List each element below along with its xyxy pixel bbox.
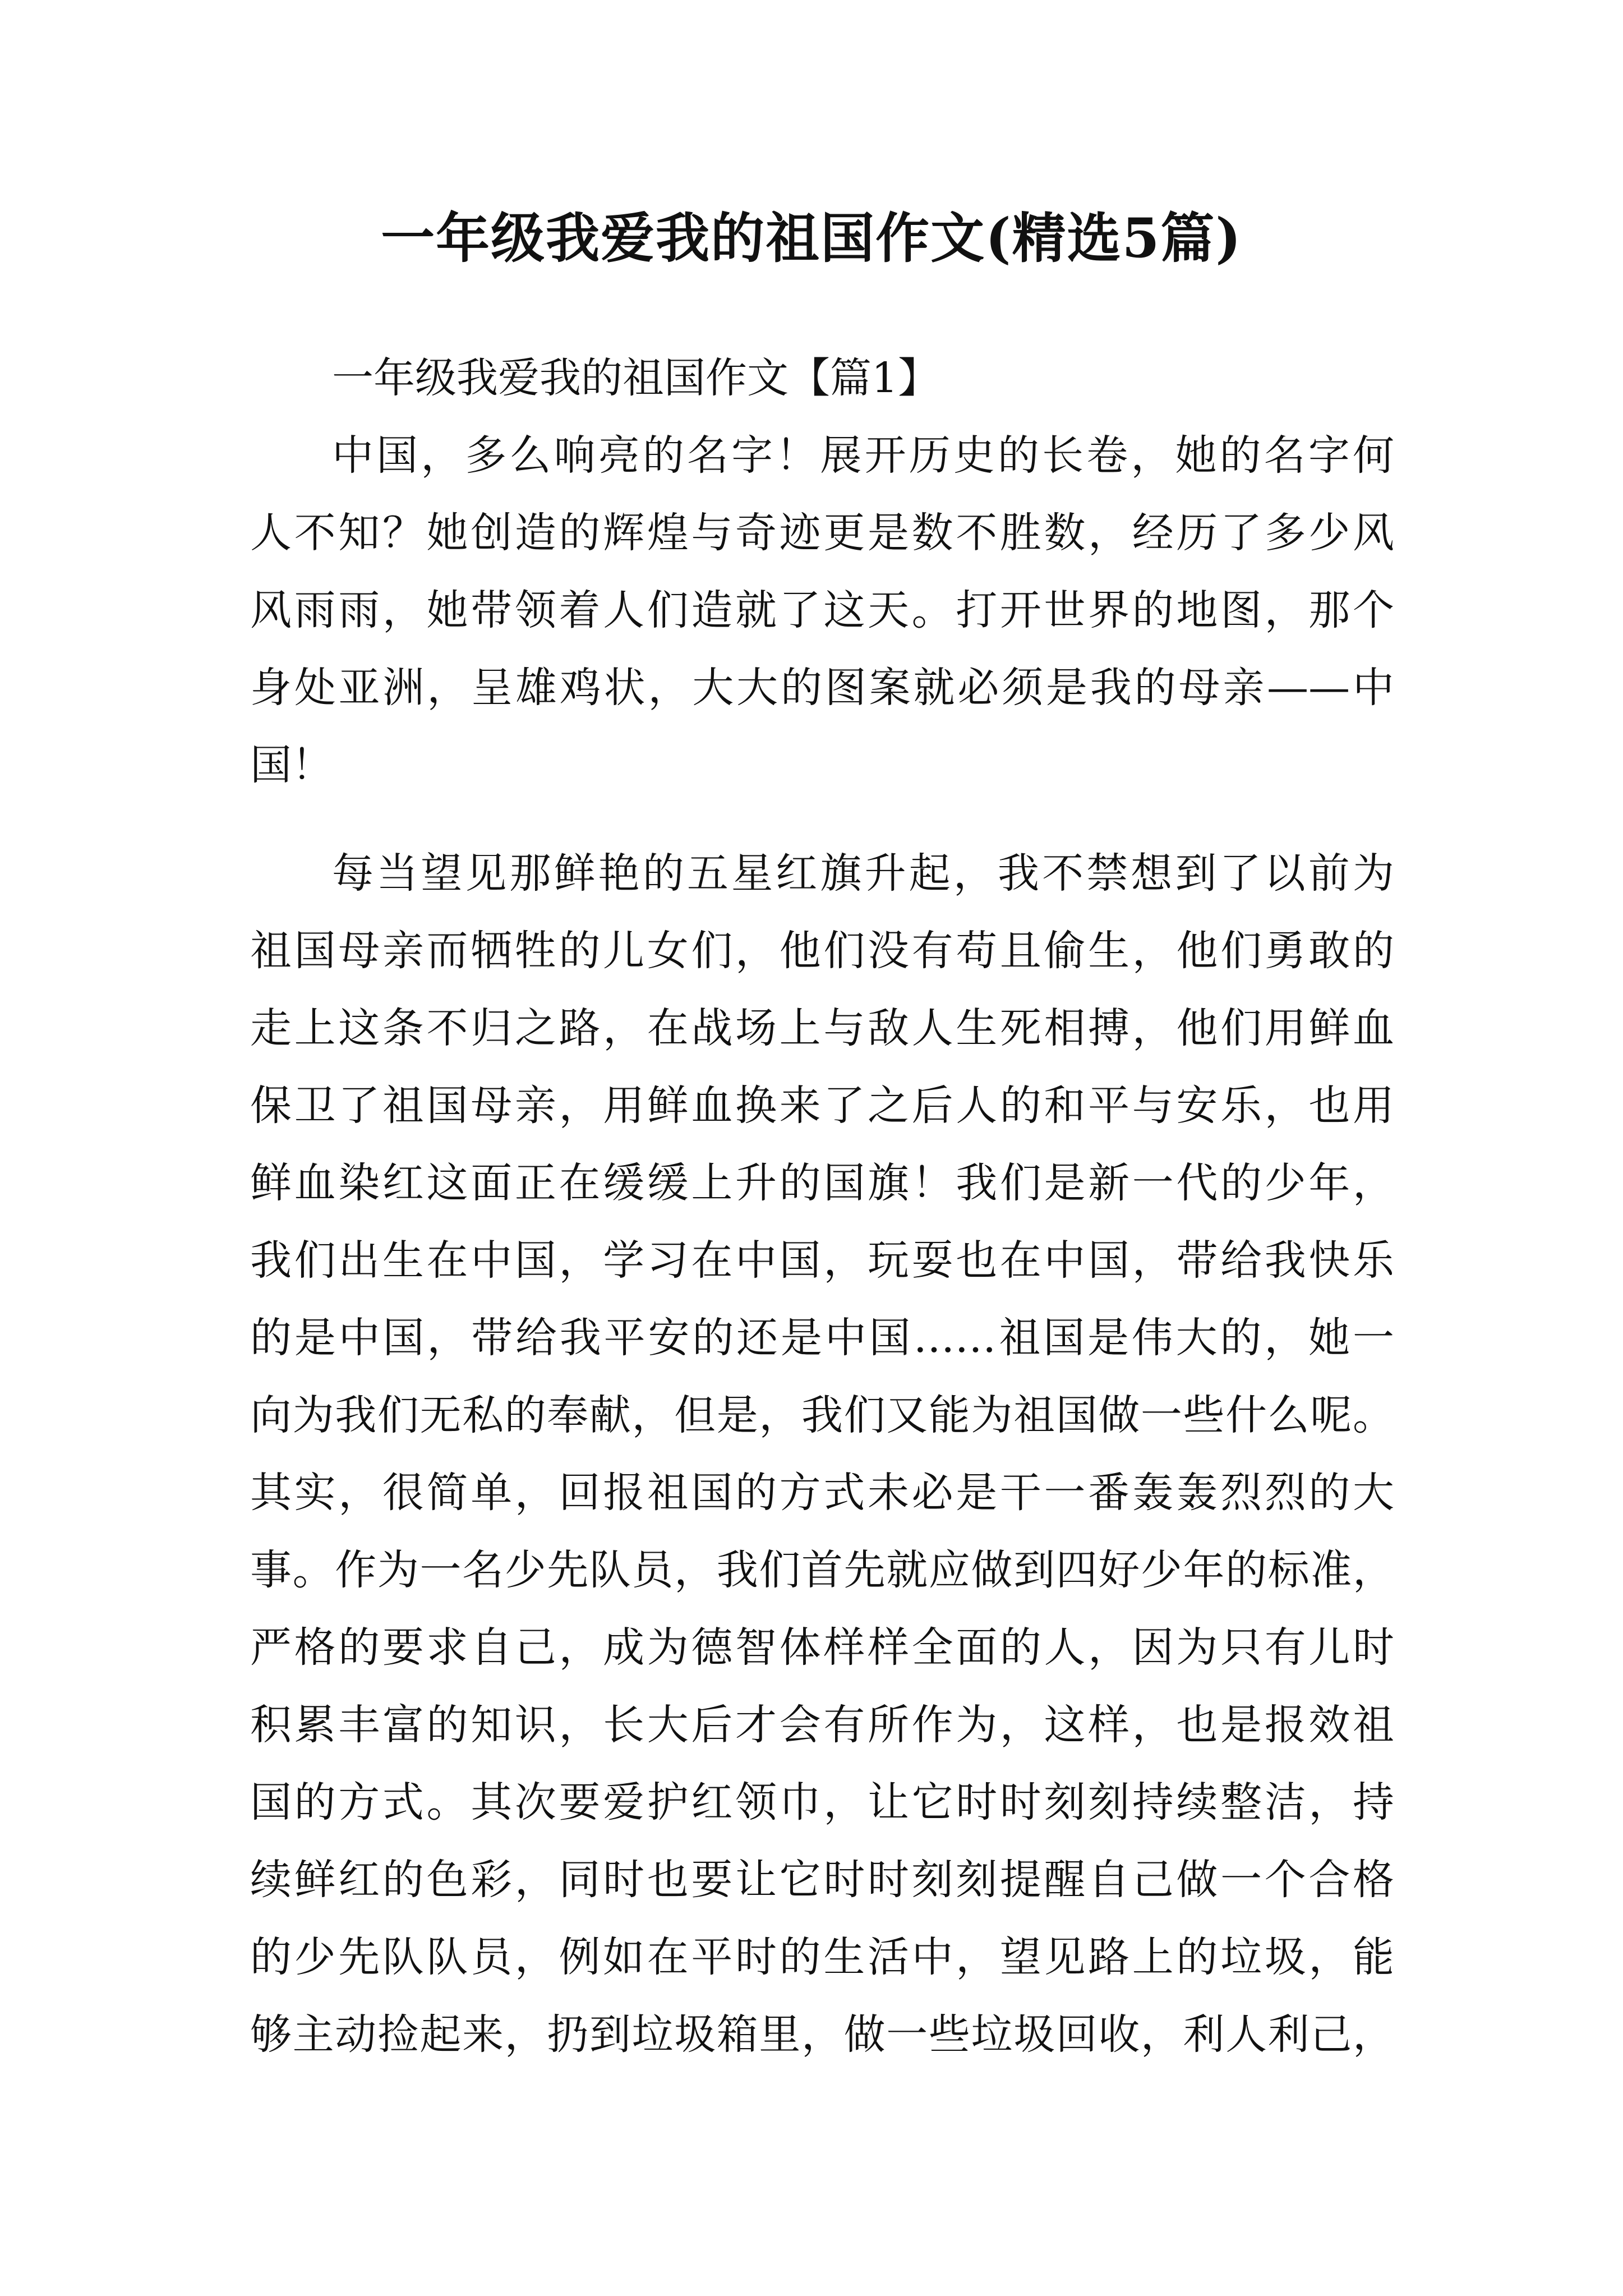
paragraph-line: 祖国母亲而牺牲的儿女们，他们没有苟且偷生，他们勇敢的	[250, 927, 1394, 975]
paragraph-line: 其实，很简单，回报祖国的方式未必是干一番轰轰烈烈的大	[250, 1469, 1394, 1517]
paragraph-line: 我们出生在中国，学习在中国，玩耍也在中国，带给我快乐	[250, 1236, 1394, 1285]
paragraph-line: 的是中国，带给我平安的还是中国……祖国是伟大的，她一	[250, 1314, 1394, 1362]
paragraph-1	[250, 417, 1394, 804]
paragraph-line: 保卫了祖国母亲，用鲜血换来了之后人的和平与安乐，也用	[250, 1082, 1394, 1130]
paragraph-line: 国！	[250, 741, 333, 789]
paragraph-line: 积累丰富的知识，长大后才会有所作为，这样，也是报效祖	[250, 1701, 1394, 1749]
paragraph-spacing	[250, 804, 1394, 835]
paragraph-line: 严格的要求自己，成为德智体样样全面的人，因为只有儿时	[250, 1623, 1394, 1672]
paragraph-line: 人不知？她创造的辉煌与奇迹更是数不胜数，经历了多少风	[250, 509, 1394, 557]
paragraph-line: 够主动捡起来，扔到垃圾箱里，做一些垃圾回收，利人利己，	[250, 2010, 1394, 2059]
document-body	[250, 339, 1394, 2073]
paragraph-line: 鲜血染红这面正在缓缓上升的国旗！我们是新一代的少年，	[250, 1159, 1394, 1207]
paragraph-line: 走上这条不归之路，在战场上与敌人生死相搏，他们用鲜血	[250, 1004, 1394, 1052]
paragraph-line: 事。作为一名少先队员，我们首先就应做到四好少年的标准，	[250, 1546, 1394, 1594]
paragraph-line: 续鲜红的色彩，同时也要让它时时刻刻提醒自己做一个合格	[250, 1856, 1394, 1904]
paragraph-line: 的少先队队员，例如在平时的生活中，望见路上的垃圾，能	[250, 1933, 1394, 1981]
paragraph-line: 向为我们无私的奉献，但是，我们又能为祖国做一些什么呢。	[250, 1391, 1394, 1439]
paragraph-line: 每当望见那鲜艳的五星红旗升起，我不禁想到了以前为	[332, 849, 1394, 898]
paragraph-line: 身处亚洲，呈雄鸡状，大大的图案就必须是我的母亲——中	[250, 664, 1394, 712]
section-heading: 一年级我爱我的祖国作文【篇1】	[332, 354, 940, 402]
paragraph-line: 风雨雨，她带领着人们造就了这天。打开世界的地图，那个	[250, 586, 1394, 634]
paragraph-line: 国的方式。其次要爱护红领巾，让它时时刻刻持续整洁，持	[250, 1778, 1394, 1826]
paragraph-line: 中国，多么响亮的名字！展开历史的长卷，她的名字何	[332, 431, 1394, 480]
document-title: 一年级我爱我的祖国作文(精选5篇)	[381, 206, 1242, 270]
paragraph-2	[250, 835, 1394, 2073]
